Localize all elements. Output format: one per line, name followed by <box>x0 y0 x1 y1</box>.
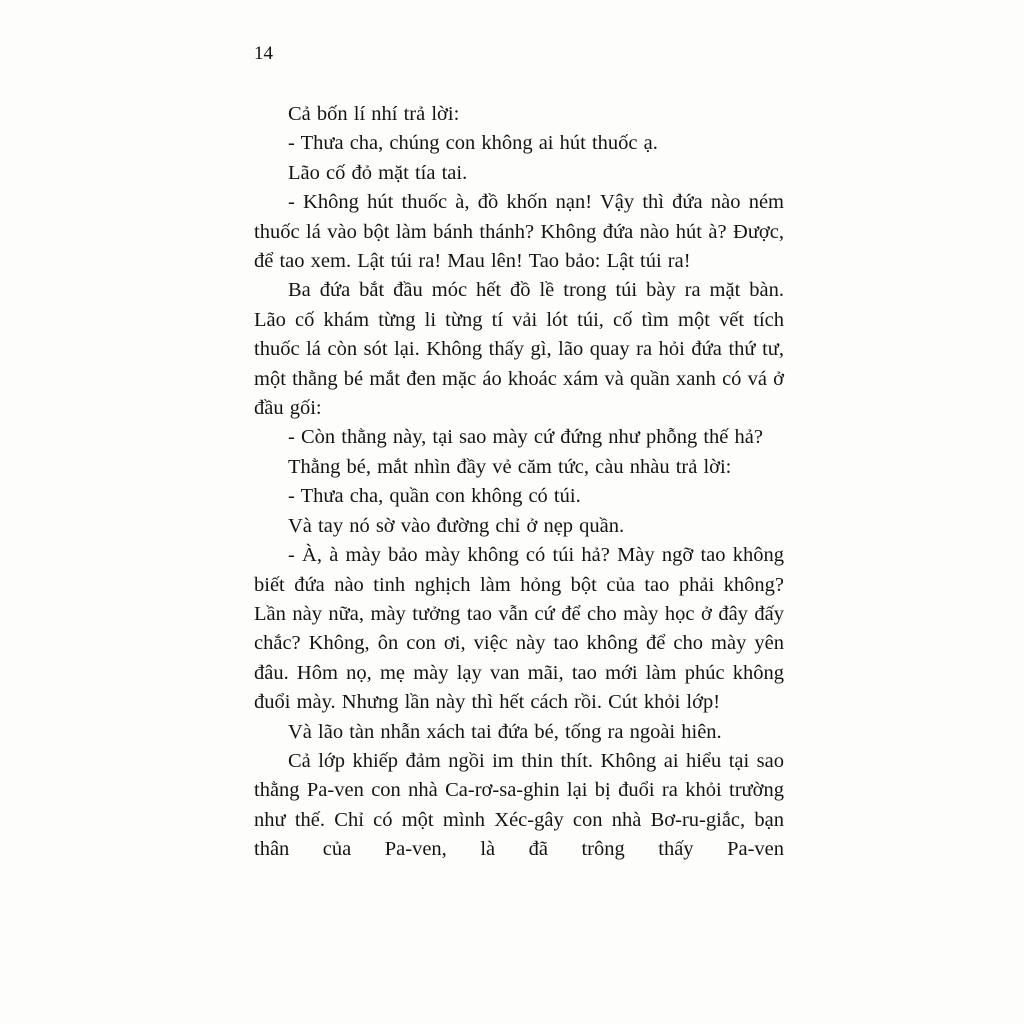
body-text <box>254 100 784 865</box>
paragraph: Ba đứa bắt đầu móc hết đồ lề trong túi bày ra mặt bàn. Lão cố khám từng li từng tí vải lót túi, cố tìm một vết tích thuốc lá còn sót lại. Không thấy gì, lão quay ra hỏi đứa thứ tư, một thằng bé mắt đen mặc áo khoác xám và quần xanh có vá ở đầu gối: <box>254 279 784 420</box>
paragraph: - Không hút thuốc à, đồ khốn nạn! Vậy thì đứa nào ném thuốc lá vào bột làm bánh thánh? Không đứa nào hút à? Được, để tao xem. Lật túi ra! Mau lên! Tao bảo: Lật túi ra! <box>254 191 784 273</box>
paragraph: Cả bốn lí nhí trả lời: <box>288 103 460 125</box>
paragraph: - Còn thằng này, tại sao mày cứ đứng như phỗng thế hả? <box>288 426 763 449</box>
paragraph: Và lão tàn nhẫn xách tai đứa bé, tống ra ngoài hiên. <box>288 720 722 743</box>
paragraph: Cả lớp khiếp đảm ngồi im thin thít. Không ai hiểu tại sao thằng Pa-ven con nhà Ca-rơ-sa-ghin lại bị đuổi ra khỏi trường như thế. Chỉ có một mình Xéc-gây con nhà Bơ-ru-giắc, bạn thân của Pa-ven, là đã trông thấy Pa-ven <box>254 749 784 861</box>
paragraph: - À, à mày bảo mày không có túi hả? Mày ngỡ tao không biết đứa nào tinh nghịch làm hỏng bột của tao phải không? Lần này nữa, mày tưởng tao vẫn cứ để cho mày học ở đây đấy chắc? Không, ôn con ơi, việc này tao không để cho mày yên đâu. Hôm nọ, mẹ mày lạy van mãi, tao mới làm phúc không đuổi mày. Nhưng lần này thì hết cách rồi. Cút khỏi lớp! <box>254 544 784 714</box>
paragraph: - Thưa cha, quần con không có túi. <box>288 485 581 508</box>
paragraph: Và tay nó sờ vào đường chỉ ở nẹp quần. <box>288 514 625 537</box>
paragraph: Thằng bé, mắt nhìn đầy vẻ căm tức, càu nhàu trả lời: <box>288 455 732 478</box>
paragraph: - Thưa cha, chúng con không ai hút thuốc ạ. <box>288 132 658 155</box>
paragraph: Lão cố đỏ mặt tía tai. <box>288 161 468 184</box>
page-number: 14 <box>254 43 273 64</box>
